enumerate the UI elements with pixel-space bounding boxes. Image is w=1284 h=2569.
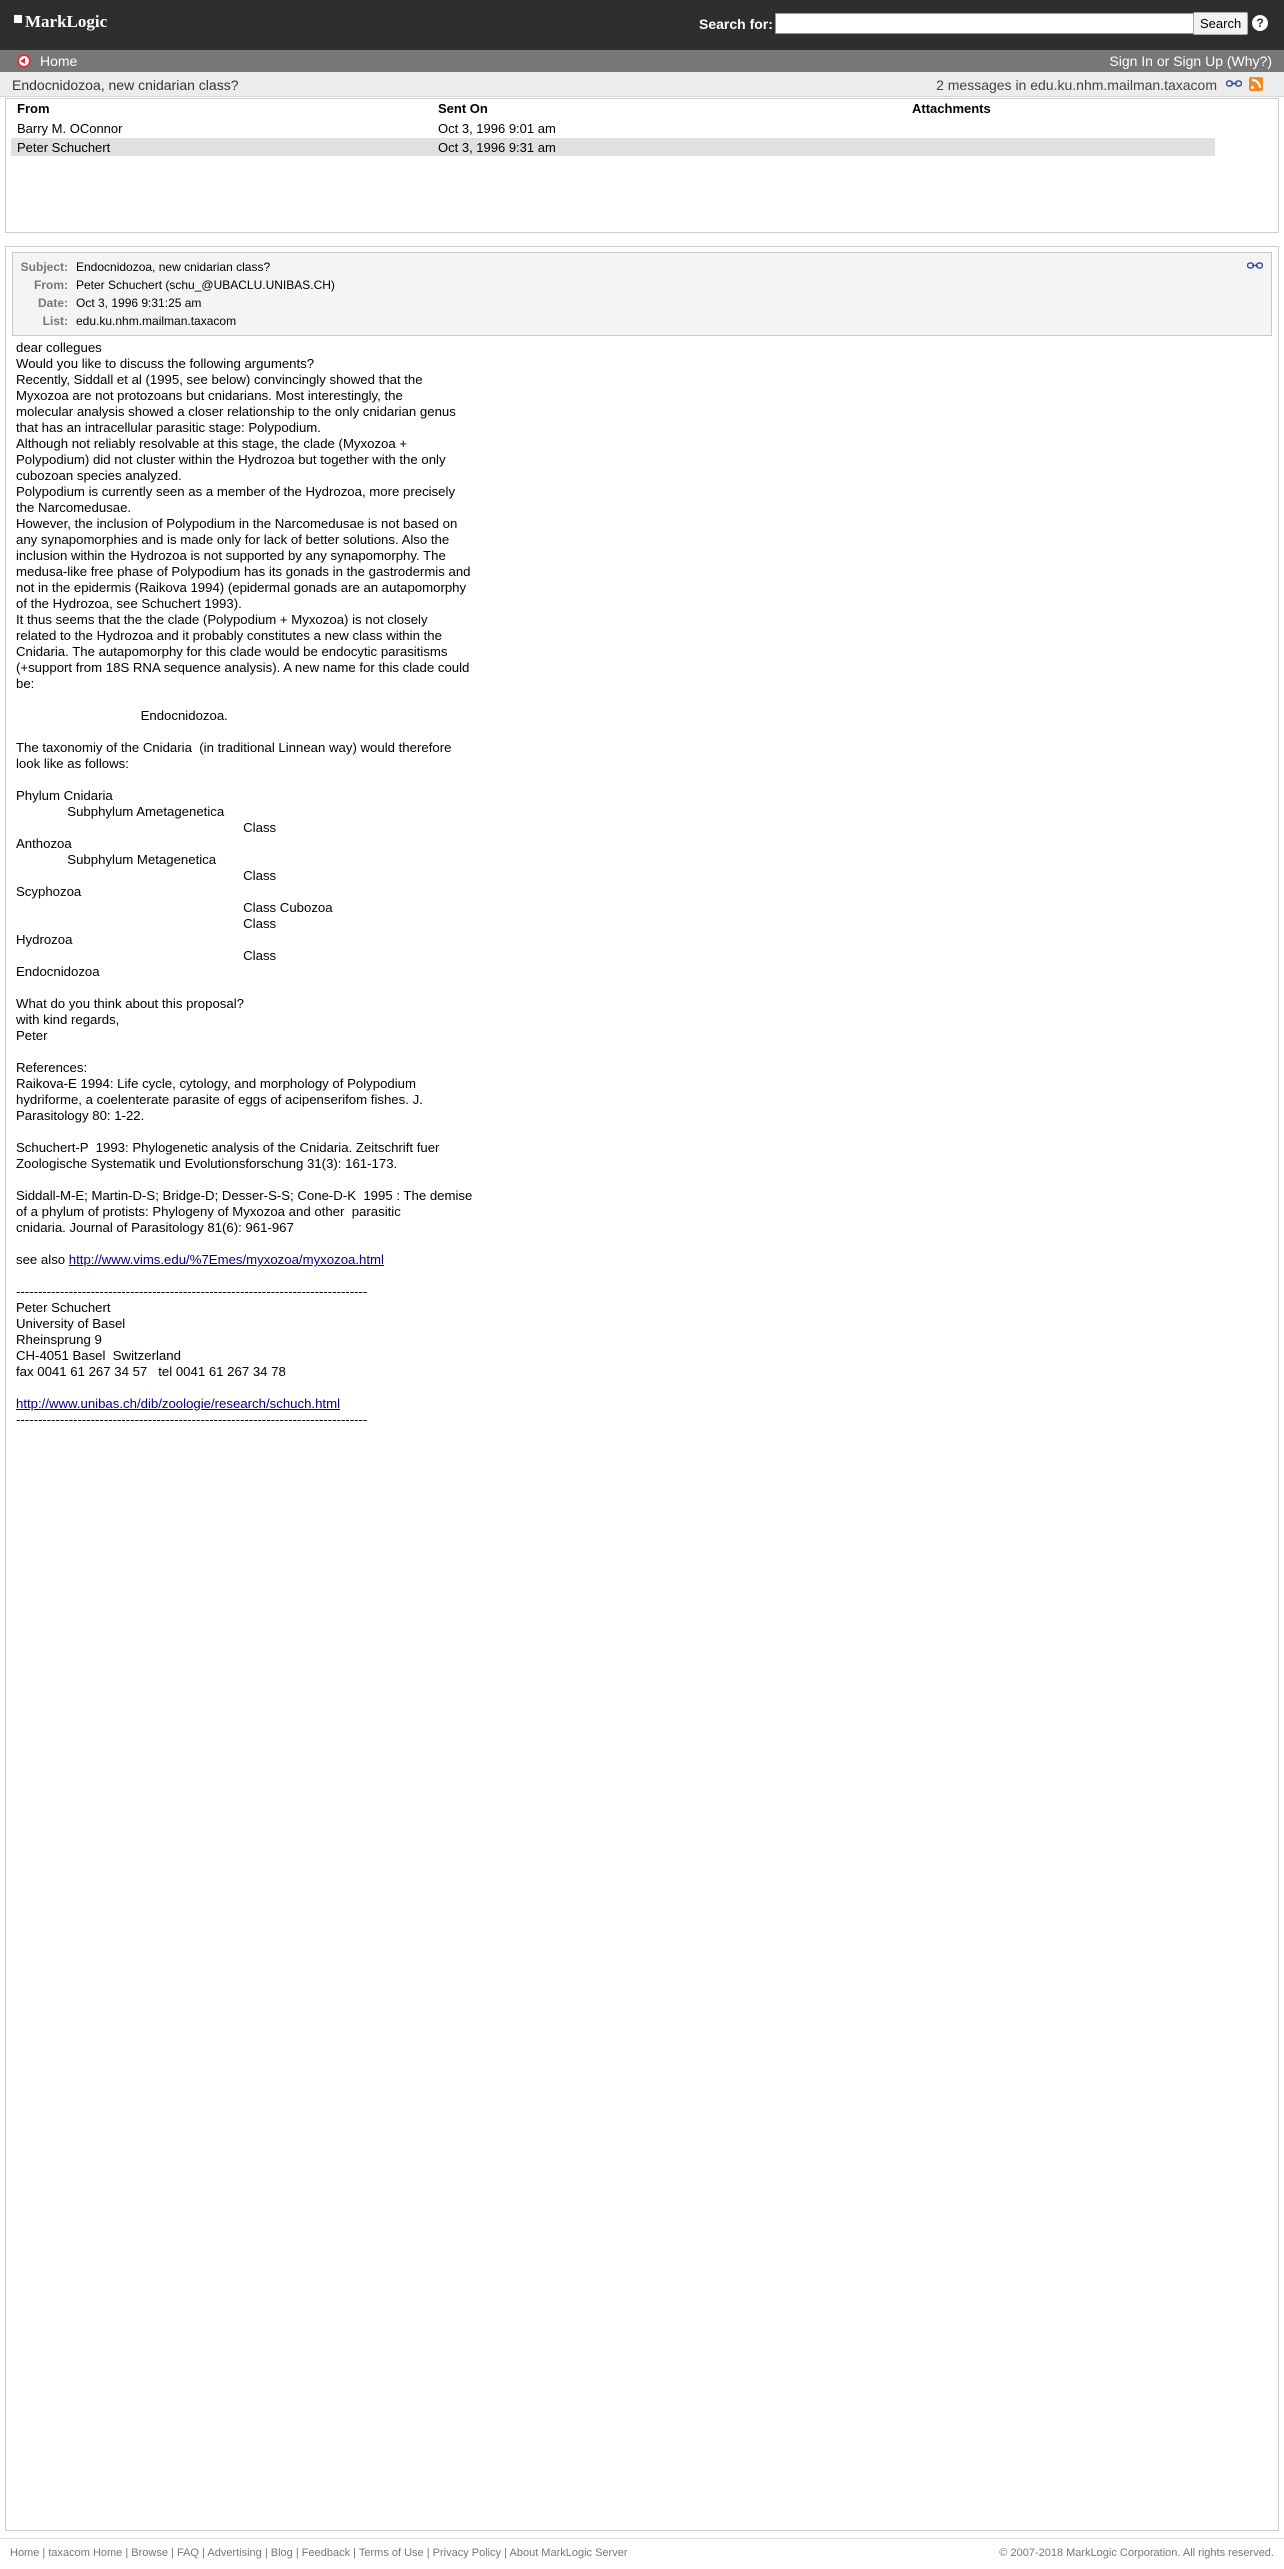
body-link-myxozoa[interactable]: http://www.vims.edu/%7Emes/myxozoa/myxozoa.html xyxy=(68,1252,384,1267)
footer-link-feedback[interactable]: Feedback xyxy=(301,2547,351,2559)
body-text: dear collegues Would you like to discuss the following arguments? Recently, Siddall et al (1995, see below) convincingly showed that the Myxozoa are not protozoans but cnidarians. Most interestingly, the molecular analysis showed a closer relationship to the only cnidarian genus that has an intracellular parasitic stage: Polypodium. Although not reliably resolvable at this stage, the clade (Myxozoa + Polypodium) did not cluster within the Hydrozoa but together with the only cubozoan species analyzed. Polypodium is currently seen as a member of the Hydrozoa, more precisely the Narcomedusae. However, the inclusion of Polypodium in the Narcomedusae is not based on any synapomorphies and is made only for lack of better solutions. Also the inclusion within the Hydrozoa is not supported by any synapomorphy. The medusa-like free phase of Polypodium has its gonads in the gastrodermis and not in the epidermis (Raikova 1994) (epidermal gonads are an autapomorphy of the Hydrozoa, see Schuchert 1993). It thus seems that the the clade (Polypodium + Myxozoa) is not closely related to the Hydrozoa and it probably constitutes a new class within the Cnidaria. The autapomorphy for this clade would be endocytic parasitisms (+support from 18S RNA sequence analysis). A new name for this clade could be: Endocnidozoa. The taxonomiy of the Cnidaria (in traditional Linnean way) would therefore look like as follows: Phylum Cnidaria Subphylum Ametagenetica Class Anthozoa Subphylum Metagenetica Class Scyphozoa Class Cubozoa Class Hydrozoa Class Endocnidozoa What do you think about this proposal? with kind regards, Peter References: Raikova-E 1994: Life cycle, cytology, and morphology of Polypodium hydriforme, a coelenterate parasite of eggs of acipenserifom fishes. J. Parasitology 80: 1-22. Schuchert-P 1993: Phylogenetic analysis of the Cnidaria. Zeitschrift fuer Zoologische Systematik und Evolutionsforschung 31(3): 161-173. Siddall-M-E; Martin-D-S; Bridge-D; Desser-S-S; Cone-D-K 1995 : The demise of a phylum of protists: Phylogeny of Myxozoa and other parasitic cnidaria. Journal of Parasitology 81(6): 961-967 see also xyxy=(16,340,473,1267)
footer xyxy=(0,2538,1284,2569)
thread-bar xyxy=(0,72,1284,97)
date-value: Oct 3, 1996 9:31:25 am xyxy=(76,296,202,310)
footer-link-blog[interactable]: Blog xyxy=(270,2547,293,2559)
rss-feed-icon[interactable] xyxy=(1249,77,1263,91)
row-from[interactable]: Peter Schuchert xyxy=(17,140,111,155)
message-body xyxy=(16,340,556,1428)
body-text: -------------------------------------------------------------------------------- Peter Schuchert University of Basel Rheinsprung 9 CH-4051 Basel Switzerland fax 0041 61 267 34 57 tel 0041 61 267 34 78 xyxy=(16,1284,368,1379)
column-header-sent[interactable]: Sent On xyxy=(438,101,488,116)
footer-link-advertising[interactable]: Advertising xyxy=(207,2547,262,2559)
thread-view-icon[interactable] xyxy=(1247,261,1263,270)
subject-value: Endocnidozoa, new cnidarian class? xyxy=(76,260,271,274)
footer-link-faq[interactable]: FAQ xyxy=(176,2547,199,2559)
home-link[interactable]: Home xyxy=(40,53,78,69)
search-button[interactable]: Search xyxy=(1193,12,1248,35)
row-sent: Oct 3, 1996 9:01 am xyxy=(438,121,556,136)
list-label: List: xyxy=(42,314,68,328)
footer-link-privacy[interactable]: Privacy Policy xyxy=(432,2547,502,2559)
body-link-homepage[interactable]: http://www.unibas.ch/dib/zoologie/research/schuch.html xyxy=(16,1396,340,1411)
top-bar xyxy=(0,0,1284,50)
footer-link-terms[interactable]: Terms of Use xyxy=(358,2547,424,2559)
home-icon[interactable] xyxy=(17,54,31,68)
help-icon[interactable]: ? xyxy=(1252,15,1268,31)
logo-text: MarkLogic xyxy=(25,12,108,31)
logo-mark-icon xyxy=(14,15,22,23)
message-header xyxy=(12,252,1272,336)
nav-bar xyxy=(0,50,1284,72)
message-list-header xyxy=(11,101,1273,117)
footer-link-browse[interactable]: Browse xyxy=(131,2547,168,2559)
footer-link-about[interactable]: About MarkLogic Server xyxy=(509,2547,628,2559)
subject-label: Subject: xyxy=(20,260,68,274)
thread-count: 2 messages in edu.ku.nhm.mailman.taxacom xyxy=(936,77,1217,93)
from-value: Peter Schuchert (schu_@UBACLU.UNIBAS.CH) xyxy=(76,278,335,292)
column-header-from[interactable]: From xyxy=(17,101,50,116)
signin-link[interactable]: Sign In or Sign Up (Why?) xyxy=(1109,53,1272,69)
column-header-attachments[interactable]: Attachments xyxy=(912,101,991,116)
footer-links: Home | taxacom Home | Browse | FAQ | Advertising | Blog | Feedback | Terms of Use | Privacy Policy | About MarkLogic Server xyxy=(10,2547,628,2559)
footer-link-home[interactable]: Home xyxy=(10,2547,40,2559)
date-label: Date: xyxy=(37,296,68,310)
marklogic-logo[interactable] xyxy=(14,12,107,32)
from-label: From: xyxy=(34,278,68,292)
body-text: -------------------------------------------------------------------------------- xyxy=(16,1412,368,1427)
message-list xyxy=(5,98,1279,233)
search-input[interactable] xyxy=(775,13,1199,34)
message-list-row-selected[interactable] xyxy=(11,138,1215,156)
search-label: Search for: xyxy=(699,16,773,32)
thread-title: Endocnidozoa, new cnidarian class? xyxy=(12,77,239,93)
message-view xyxy=(5,246,1279,2531)
row-sent: Oct 3, 1996 9:31 am xyxy=(438,140,556,155)
message-list-row[interactable] xyxy=(11,119,1215,137)
footer-link-taxacom-home[interactable]: taxacom Home xyxy=(48,2547,123,2559)
row-from[interactable]: Barry M. OConnor xyxy=(17,121,123,136)
thread-view-icon[interactable] xyxy=(1226,79,1242,88)
copyright: © 2007-2018 MarkLogic Corporation. All rights reserved. xyxy=(999,2547,1274,2559)
list-value: edu.ku.nhm.mailman.taxacom xyxy=(76,314,237,328)
